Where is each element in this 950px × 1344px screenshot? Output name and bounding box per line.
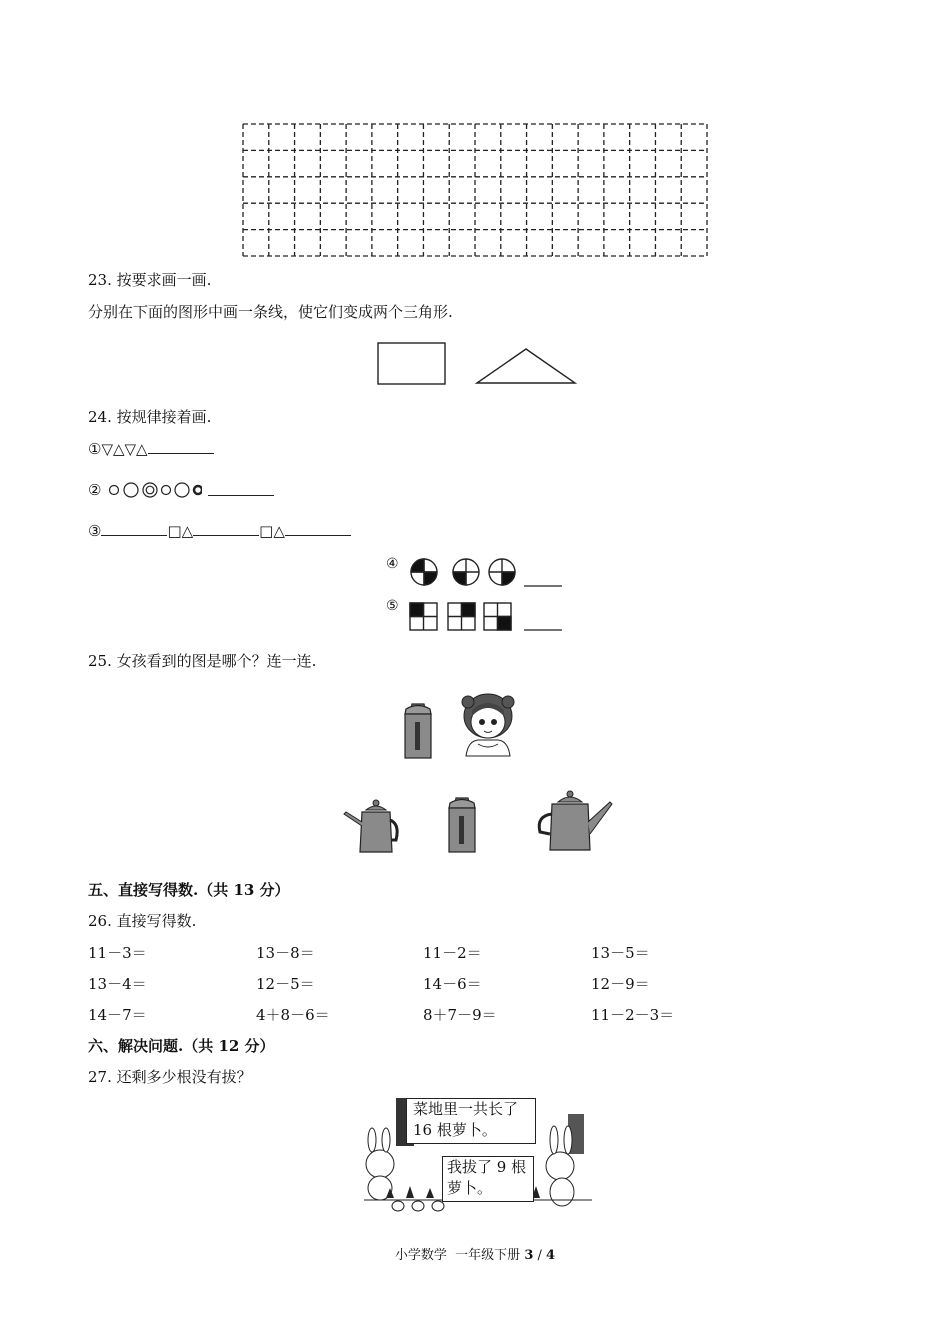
calc-problem: 8＋7－9＝ [423, 1006, 497, 1024]
thermos-bottom-image [442, 794, 482, 856]
page-footer [0, 1247, 950, 1265]
row3-marker: ③ [88, 522, 102, 540]
bubble1-line2: 16 根萝卜。 [413, 1121, 497, 1139]
q24-title: 24. 按规律接着画. [88, 408, 212, 426]
q26-title: 26. 直接写得数. [88, 912, 197, 930]
calc-problem: 13－8＝ [256, 944, 315, 962]
section-6-heading-suffix: 分） [239, 1037, 275, 1055]
rectangle-figure [376, 342, 448, 386]
section-6-heading [88, 1036, 275, 1056]
answer-blank[interactable] [193, 521, 259, 536]
quartered-square-pattern [406, 600, 566, 634]
row3-shape1: □△ [167, 522, 194, 540]
girl-image [458, 686, 518, 758]
calc-problem: 13－4＝ [88, 975, 147, 993]
speech-bubble-pulled [442, 1156, 534, 1202]
quartered-circle-pattern [406, 556, 566, 588]
row1-marker: ① [88, 440, 102, 458]
row5-marker: ⑤ [386, 598, 399, 614]
calc-problem: 12－9＝ [591, 975, 650, 993]
calc-problem: 4＋8－6＝ [256, 1006, 330, 1024]
footer-separator: / [537, 1248, 542, 1263]
q24-row-2 [88, 480, 101, 500]
footer-subject: 小学数学 [394, 1248, 447, 1263]
calc-problem: 14－6＝ [423, 975, 482, 993]
row1-pattern: ▽△▽△ [101, 440, 148, 458]
calc-problem: 14－7＝ [88, 1006, 147, 1024]
q23-instruction: 分别在下面的图形中画一条线，使它们变成两个三角形. [88, 303, 453, 321]
section-5-points: 13 [233, 881, 255, 899]
carrot-field-image [356, 1096, 596, 1214]
calc-problem: 11－3＝ [88, 944, 147, 962]
triangle-figure [474, 346, 578, 386]
row2-marker: ② [88, 481, 102, 499]
calc-problem: 11－2＝ [423, 944, 482, 962]
footer-total: 4 [546, 1248, 556, 1263]
speech-bubble-total [406, 1098, 536, 1144]
calc-problem: 12－5＝ [256, 975, 315, 993]
bubble2-line1: 我拔了 9 根 [447, 1158, 527, 1176]
answer-blank[interactable] [101, 521, 167, 536]
footer-page: 3 [524, 1248, 534, 1263]
q27-title: 27. 还剩多少根没有拔？ [88, 1068, 252, 1086]
bubble2-line2: 萝卜。 [447, 1179, 493, 1197]
thermos-top-image [398, 700, 438, 762]
q25-title: 25. 女孩看到的图是哪个？连一连. [88, 652, 317, 670]
circle-pattern [106, 480, 202, 500]
section-6-heading-prefix: 六、解决问题.（共 [88, 1037, 219, 1055]
teapot-left-image [340, 796, 400, 858]
section-5-heading [88, 880, 290, 900]
footer-grade: 一年级下册 [455, 1248, 521, 1263]
row4-marker: ④ [386, 556, 399, 572]
section-5-heading-prefix: 五、直接写得数.（共 [88, 881, 234, 899]
answer-blank[interactable] [208, 481, 274, 496]
answer-blank[interactable] [148, 439, 214, 454]
q24-row-3 [88, 521, 351, 541]
row3-shape2: □△ [259, 522, 285, 540]
calc-problem: 13－5＝ [591, 944, 650, 962]
section-6-points: 12 [218, 1037, 240, 1055]
section-5-heading-suffix: 分） [254, 881, 290, 899]
q23-title: 23. 按要求画一画. [88, 271, 212, 289]
q24-row-1 [88, 439, 214, 459]
answer-blank[interactable] [285, 521, 351, 536]
calc-problem: 11－2－3＝ [591, 1006, 675, 1024]
bubble1-line1: 菜地里一共长了 [413, 1100, 519, 1118]
teapot-right-image [534, 788, 614, 856]
dashed-grid [240, 120, 712, 260]
